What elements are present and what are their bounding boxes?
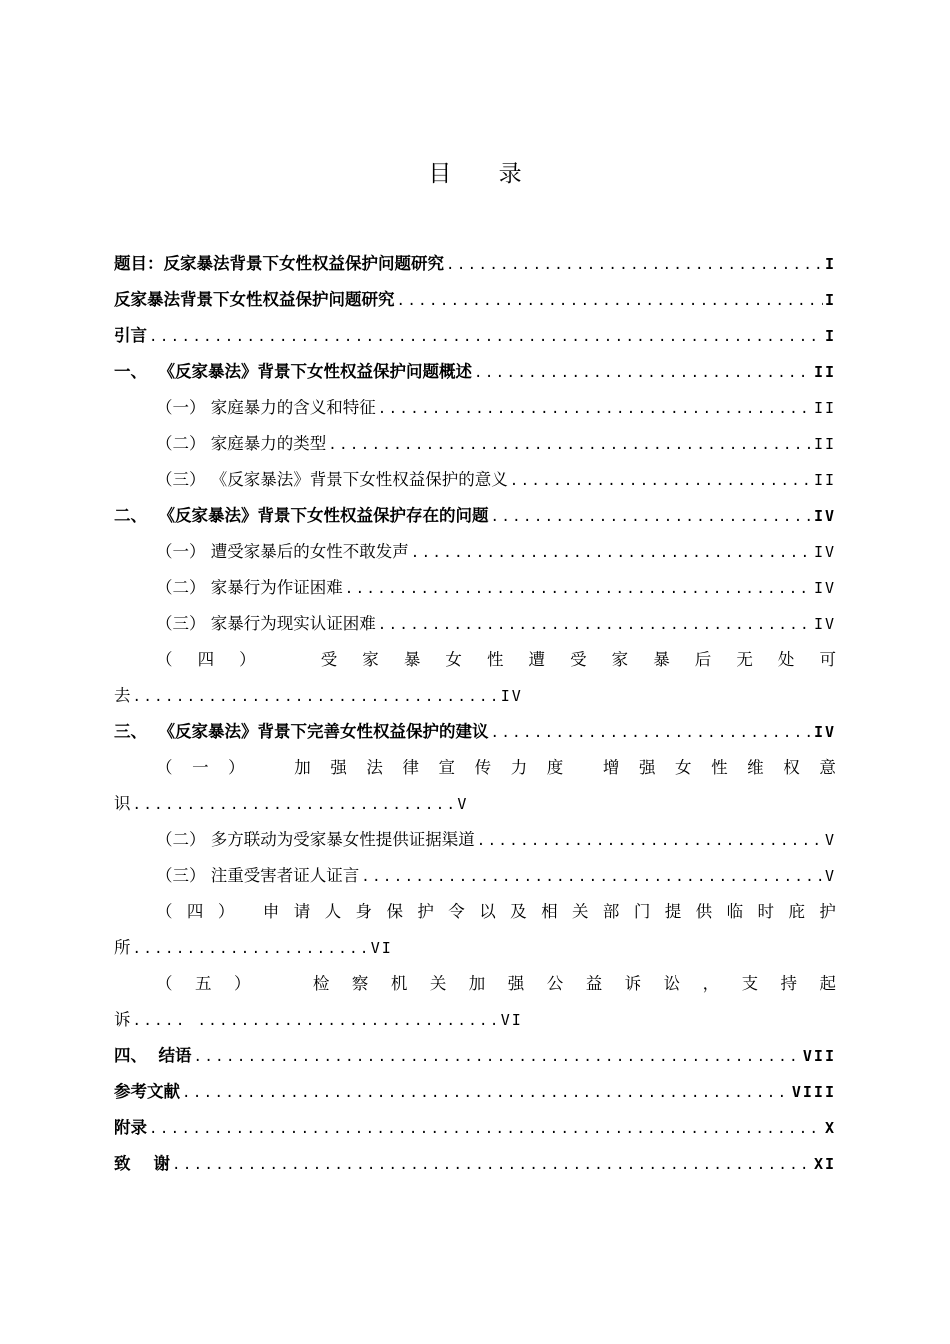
toc-char: ， (702, 974, 720, 993)
toc-entry-heading[interactable] (114, 1110, 836, 1146)
toc-char: 家 (362, 650, 379, 669)
toc-char: ） (217, 902, 235, 921)
toc-char: 公 (546, 974, 564, 993)
toc-entry-heading[interactable] (114, 318, 836, 354)
toc-entry-heading[interactable] (114, 354, 836, 390)
toc-char: 增 (602, 758, 620, 777)
toc-entry-heading[interactable] (114, 1074, 836, 1110)
dot-leader (444, 247, 823, 282)
toc-entry-subsection-wrapped-line1[interactable] (156, 966, 836, 1002)
toc-char: 令 (448, 902, 465, 921)
toc-char: 临 (726, 902, 744, 921)
spread-text (156, 894, 836, 930)
toc-page-number: XI (813, 1155, 836, 1173)
toc-char: 供 (695, 902, 713, 921)
toc-page-number: VI (370, 939, 393, 957)
toc-char: 四 (186, 902, 204, 921)
toc-entry-label: 参考文献 (114, 1082, 180, 1101)
toc-char: 检 (312, 974, 330, 993)
dot-leader: .................................. (132, 689, 501, 705)
toc-entry-subsection-wrapped-line2[interactable] (114, 678, 836, 714)
toc-char: 四 (197, 650, 215, 669)
toc-char: 受 (570, 650, 587, 669)
toc-char: 后 (694, 650, 712, 669)
toc-page-number: VIII (791, 1083, 836, 1101)
toc-entry-heading[interactable] (114, 246, 836, 282)
toc-page-number: I (824, 327, 836, 345)
toc-page-number: IV (500, 687, 523, 705)
toc-char: 关 (429, 974, 447, 993)
dot-leader (326, 427, 812, 462)
toc-page-number: VII (802, 1047, 836, 1065)
toc-char: 度 (546, 758, 564, 777)
toc-char: 法 (366, 758, 383, 777)
toc-page-number: IV (813, 579, 836, 597)
toc-page-number: V (824, 831, 836, 849)
toc-entry-label: 附录 (114, 1118, 147, 1137)
toc-char: 受 (320, 650, 338, 669)
toc-char: 律 (402, 758, 419, 777)
toc-entry-label: （一） 遭受家暴后的女性不敢发声 (156, 542, 409, 561)
toc-char: 机 (390, 974, 408, 993)
toc-char: 女 (445, 650, 462, 669)
toc-entry-label: 题目：反家暴法背景下女性权益保护问题研究 (114, 254, 444, 273)
spread-text (156, 750, 836, 786)
toc-char: 可 (819, 650, 836, 669)
toc-char: 庇 (788, 902, 805, 921)
toc-char: 诉 (624, 974, 642, 993)
dot-leader (475, 823, 823, 858)
toc-entry-label: 引言 (114, 326, 147, 345)
toc-char: 五 (194, 974, 212, 993)
toc-entry-label: 所 (114, 938, 131, 957)
dot-leader (170, 1147, 812, 1182)
dot-leader (343, 571, 812, 606)
toc-char: ） (228, 758, 245, 777)
toc-char: 强 (507, 974, 525, 993)
toc-char: 支 (741, 974, 759, 993)
toc-entry-label: 二、 《反家暴法》背景下女性权益保护存在的问题 (114, 506, 489, 525)
toc-char: 性 (711, 758, 728, 777)
toc-entry-label: 诉 (114, 1010, 131, 1029)
toc-entry-subsection-wrapped-line2[interactable] (114, 1002, 836, 1038)
toc-char: 以 (479, 902, 496, 921)
toc-entry-subsection-wrapped-line2[interactable] (114, 930, 836, 966)
toc-char: 女 (675, 758, 692, 777)
toc-char: ） (233, 974, 251, 993)
toc-page-number: II (813, 435, 836, 453)
toc-char: 暴 (653, 650, 670, 669)
toc-char: 请 (293, 902, 311, 921)
toc-char: 益 (585, 974, 603, 993)
toc-char: 权 (783, 758, 800, 777)
toc-char: 提 (664, 902, 682, 921)
dot-leader (147, 1111, 823, 1146)
toc-char: 护 (417, 902, 434, 921)
toc-entry-label: 去 (114, 686, 131, 705)
toc-char: 时 (757, 902, 775, 921)
toc-entry-label: 一、 《反家暴法》背景下女性权益保护问题概述 (114, 362, 472, 381)
toc-entry-subsection[interactable] (156, 858, 836, 894)
toc-entry-label: （二） 家暴行为作证困难 (156, 578, 343, 597)
dot-leader (489, 715, 812, 750)
toc-char: ） (239, 650, 256, 669)
toc-entry-subsection[interactable] (156, 570, 836, 606)
dot-leader: .............................. (132, 797, 458, 813)
toc-char: （ (156, 902, 173, 921)
toc-char: 相 (541, 902, 558, 921)
toc-entry-label: 致 谢 (114, 1154, 170, 1173)
toc-entry-label: （三） 注重受害者证人证言 (156, 866, 360, 885)
toc-char: 意 (819, 758, 836, 777)
dot-leader: ...................... (132, 941, 371, 957)
toc-char: 家 (611, 650, 629, 669)
toc-char: 保 (386, 902, 403, 921)
toc-char: 无 (736, 650, 753, 669)
toc-page-number: IV (813, 543, 836, 561)
toc-entry-subsection-wrapped-line2[interactable] (114, 786, 836, 822)
toc-entry-heading[interactable] (114, 1146, 836, 1182)
toc-entry-subsection[interactable] (156, 462, 836, 498)
toc-entry-subsection-wrapped-line1[interactable] (156, 894, 836, 930)
toc-char: 起 (819, 974, 836, 993)
page-title: 目 录 (428, 161, 542, 187)
dot-leader (376, 391, 812, 426)
toc-entry-label: 四、 结语 (114, 1046, 192, 1065)
toc-entry-label: （一） 家庭暴力的含义和特征 (156, 398, 376, 417)
toc-char: 力 (510, 758, 528, 777)
dot-leader (472, 355, 812, 390)
toc-char: （ (156, 758, 173, 777)
toc-char: 传 (474, 758, 492, 777)
toc-page-number: V (824, 867, 836, 885)
toc-char: （ (156, 974, 173, 993)
toc-char: 强 (638, 758, 656, 777)
dot-leader (180, 1075, 790, 1110)
toc-page-number: I (824, 291, 836, 309)
toc-entry-subsection[interactable] (156, 822, 836, 858)
toc-char: 宣 (438, 758, 456, 777)
toc-char: 部 (602, 902, 620, 921)
toc-page-number: II (813, 399, 836, 417)
toc-entry-label: 三、 《反家暴法》背景下完善女性权益保护的建议 (114, 722, 489, 741)
dot-leader (409, 535, 812, 570)
toc-page-number: V (457, 795, 469, 813)
toc-char: 护 (819, 902, 836, 921)
toc-page-number: IV (813, 723, 836, 741)
toc-char: 维 (747, 758, 764, 777)
toc-char: 关 (571, 902, 589, 921)
toc-entry-label: （三） 《反家暴法》背景下女性权益保护的意义 (156, 470, 508, 489)
toc-char: 暴 (403, 650, 421, 669)
toc-entry-subsection[interactable] (156, 606, 836, 642)
toc-entry-subsection[interactable] (156, 426, 836, 462)
toc-char: 门 (633, 902, 651, 921)
dot-leader (489, 499, 812, 534)
toc-char: 一 (192, 758, 209, 777)
spread-text (156, 642, 836, 678)
toc-char: 遭 (528, 650, 545, 669)
toc-entry-subsection[interactable] (156, 390, 836, 426)
toc-entry-heading[interactable] (114, 1038, 836, 1074)
toc-char: 持 (780, 974, 798, 993)
dot-leader (147, 319, 823, 354)
toc-entry-label: 识 (114, 794, 131, 813)
dot-leader (395, 283, 823, 318)
toc-page-number: II (813, 471, 836, 489)
dot-leader (508, 463, 812, 498)
toc-entry-label: 反家暴法背景下女性权益保护问题研究 (114, 290, 395, 309)
toc-char: 加 (294, 758, 311, 777)
toc-page-number: IV (813, 507, 836, 525)
toc-entry-label: （二） 家庭暴力的类型 (156, 434, 327, 453)
toc-char: 及 (510, 902, 527, 921)
toc-char: （ (156, 650, 173, 669)
toc-entry-heading[interactable] (114, 498, 836, 534)
toc-char: 人 (324, 902, 342, 921)
dot-leader (376, 607, 812, 642)
toc-page-number: X (824, 1119, 836, 1137)
dot-leader (359, 859, 823, 894)
toc-entry-label: （二） 多方联动为受家暴女性提供证据渠道 (156, 830, 475, 849)
toc-char: 察 (351, 974, 369, 993)
spread-text (156, 966, 836, 1002)
toc-char: 讼 (663, 974, 681, 993)
toc-entry-label: （三） 家暴行为现实认证困难 (156, 614, 376, 633)
toc-entry-heading[interactable] (114, 714, 836, 750)
toc-page-number: II (813, 363, 836, 381)
toc-entry-subsection-wrapped-line1[interactable] (156, 750, 836, 786)
toc-page-number: IV (813, 615, 836, 633)
toc-entry-heading[interactable] (114, 282, 836, 318)
toc-char: 强 (330, 758, 347, 777)
table-of-contents (114, 246, 836, 1186)
toc-page-number: I (824, 255, 836, 273)
toc-char: 性 (486, 650, 504, 669)
toc-char: 申 (262, 902, 280, 921)
toc-entry-subsection-wrapped-line1[interactable] (156, 642, 836, 678)
toc-char: 处 (777, 650, 795, 669)
dot-leader: ..... ............................ (132, 1013, 501, 1029)
toc-char: 加 (468, 974, 486, 993)
dot-leader (192, 1039, 801, 1074)
toc-entry-subsection[interactable] (156, 534, 836, 570)
toc-page-number: VI (500, 1011, 523, 1029)
toc-char: 身 (355, 902, 373, 921)
